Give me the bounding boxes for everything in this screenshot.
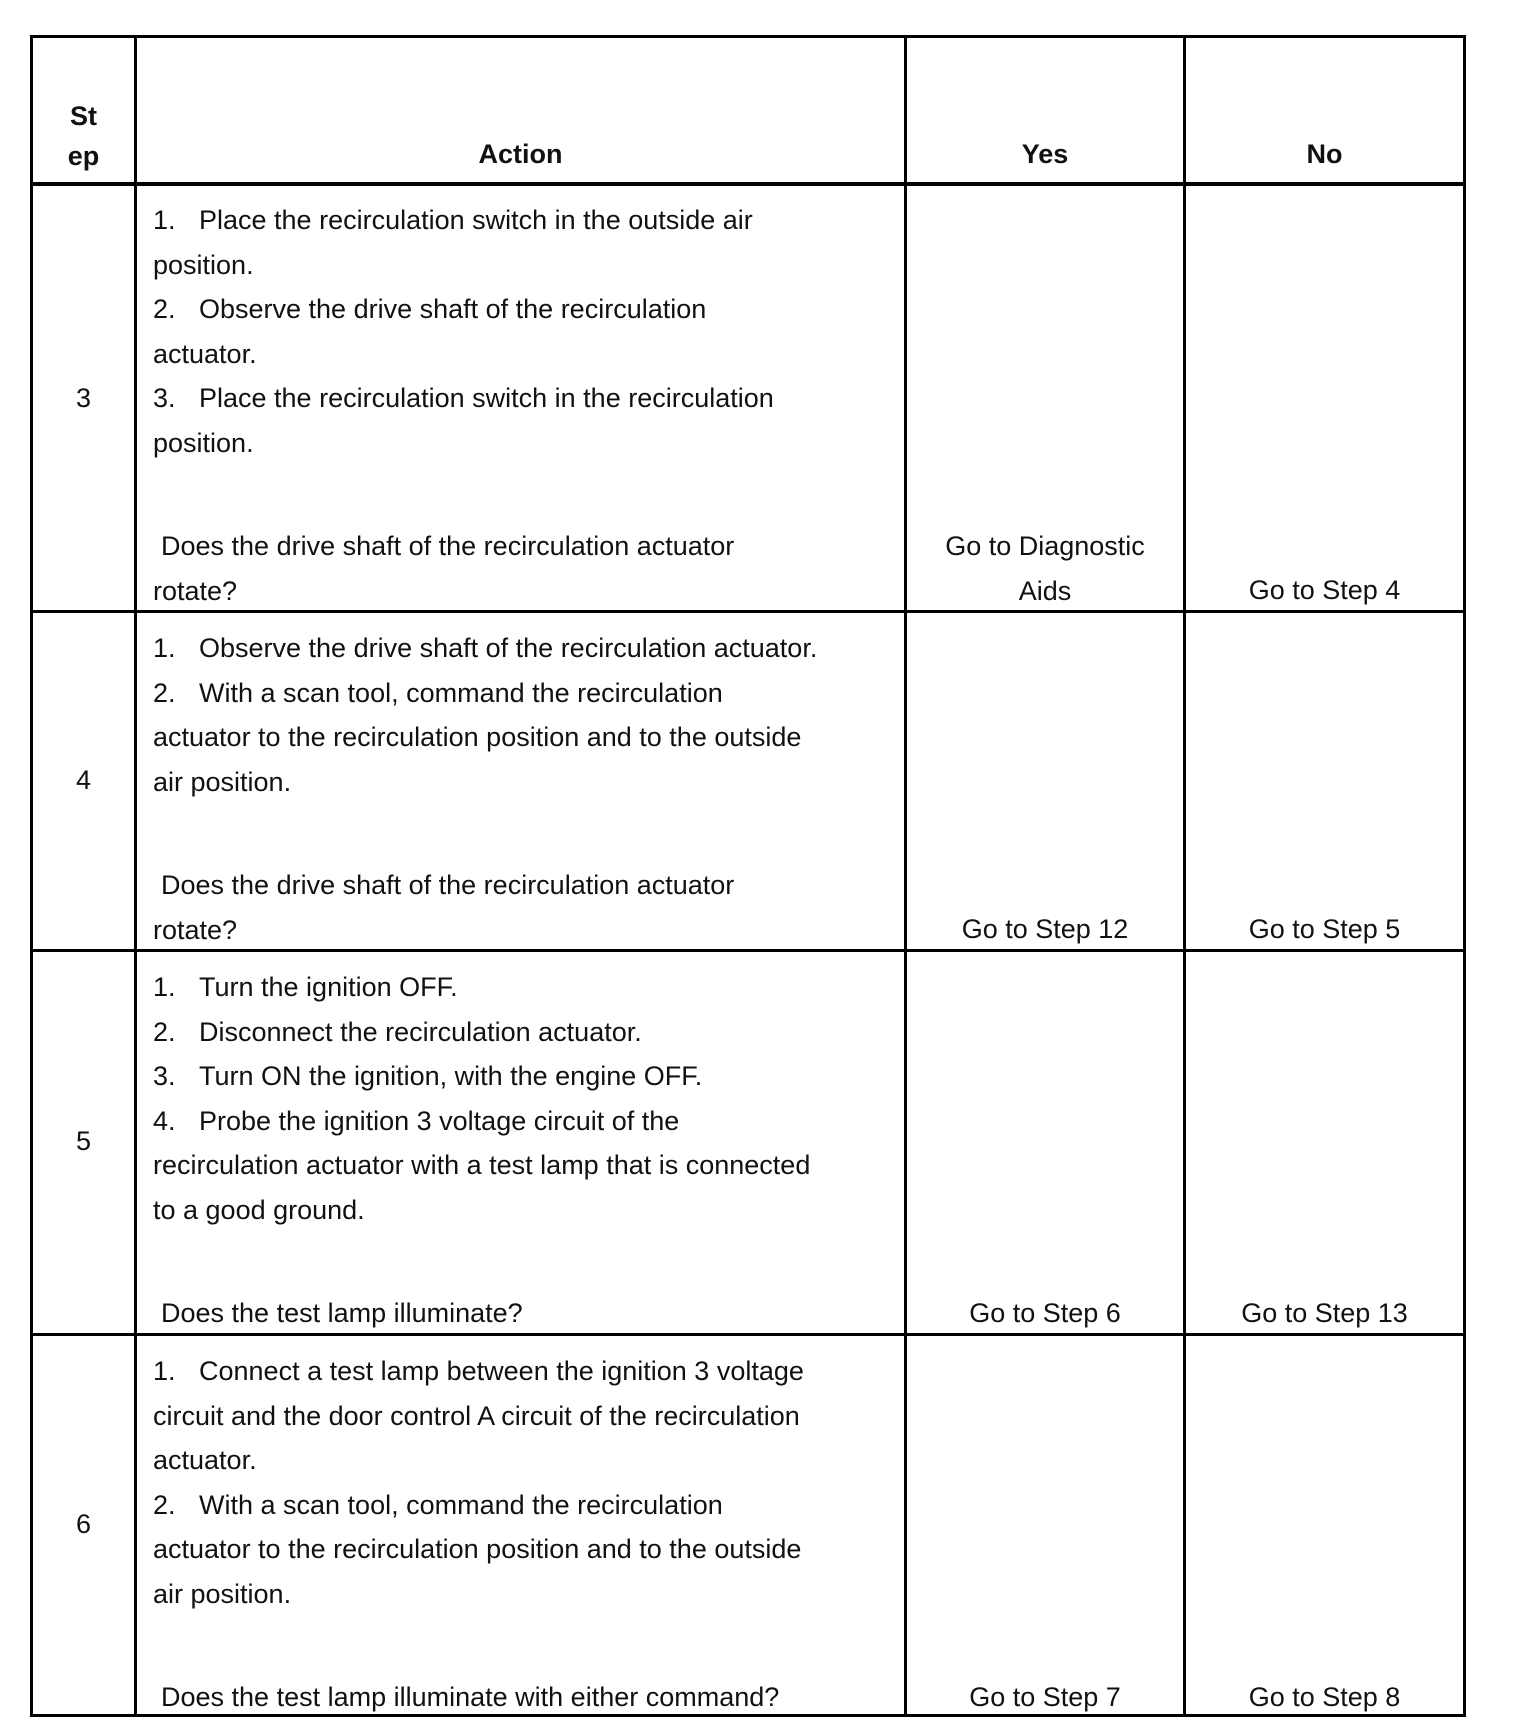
list-item: 2. With a scan tool, command the recirculation — [153, 1489, 723, 1520]
diagnostic-table — [30, 35, 1466, 1717]
list-item-continuation: actuator to the recirculation position and to the outside — [153, 1534, 802, 1564]
list-item: 1. Connect a test lamp between the ignition 3 voltage — [153, 1356, 804, 1386]
header-step — [33, 96, 134, 176]
list-item: 2. Disconnect the recirculation actuator. — [153, 1016, 642, 1047]
no-result: Go to Step 8 — [1248, 1682, 1401, 1712]
list-item: 1. Turn the ignition OFF. — [153, 972, 458, 1002]
yes-result: Go to Step 6 — [969, 1298, 1121, 1328]
action-steps — [137, 1349, 904, 1616]
action-question: Does the test lamp illuminate with either command? — [161, 1682, 780, 1712]
list-item-continuation: position. — [153, 249, 254, 280]
header-no: No — [1306, 139, 1343, 169]
list-item-continuation: to a good ground. — [153, 1194, 365, 1225]
list-item-continuation: position. — [153, 427, 254, 458]
column-divider — [1183, 38, 1186, 1714]
step-number: 4 — [75, 765, 92, 795]
no-result: Go to Step 5 — [1248, 914, 1401, 944]
list-item: 1. Observe the drive shaft of the recirculation actuator. — [153, 633, 818, 663]
list-item: 1. Place the recirculation switch in the outside air — [153, 205, 753, 235]
list-item-continuation: air position. — [153, 1578, 292, 1609]
yes-result: Go to Diagnostic Aids — [945, 531, 1145, 606]
action-steps — [137, 198, 904, 465]
yes-result: Go to Step 7 — [969, 1682, 1121, 1712]
header-step-line1: St — [70, 101, 97, 131]
action-steps — [137, 965, 904, 1232]
column-divider — [904, 38, 907, 1714]
list-item: 3. Turn ON the ignition, with the engine OFF. — [153, 1061, 703, 1091]
list-item: 3. Place the recirculation switch in the recirculation — [153, 383, 774, 413]
header-yes: Yes — [1021, 139, 1069, 169]
action-question: Does the drive shaft of the recirculation actuator rotate? — [153, 531, 735, 606]
step-number: 5 — [75, 1126, 92, 1156]
action-question: Does the drive shaft of the recirculation actuator rotate? — [153, 870, 735, 945]
step-number: 6 — [75, 1509, 92, 1539]
list-item-continuation: circuit and the door control A circuit of the recirculation — [153, 1400, 800, 1431]
header-step-line2: ep — [67, 141, 100, 171]
action-question: Does the test lamp illuminate? — [161, 1298, 523, 1328]
header-divider — [33, 182, 1463, 186]
no-result: Go to Step 13 — [1241, 1298, 1408, 1328]
list-item-continuation: air position. — [153, 766, 292, 797]
step-number: 3 — [75, 383, 92, 413]
list-item-continuation: actuator. — [153, 1445, 257, 1475]
list-item: 2. Observe the drive shaft of the recirculation — [153, 294, 707, 324]
list-item-continuation: recirculation actuator with a test lamp that is connected — [153, 1150, 811, 1180]
list-item-continuation: actuator. — [153, 338, 257, 369]
list-item: 4. Probe the ignition 3 voltage circuit of the — [153, 1105, 680, 1136]
list-item-continuation: actuator to the recirculation position and to the outside — [153, 722, 802, 752]
no-result: Go to Step 4 — [1248, 575, 1401, 605]
yes-result: Go to Step 12 — [961, 914, 1129, 944]
header-action: Action — [478, 139, 563, 169]
action-steps — [137, 626, 904, 804]
list-item: 2. With a scan tool, command the recirculation — [153, 677, 723, 708]
